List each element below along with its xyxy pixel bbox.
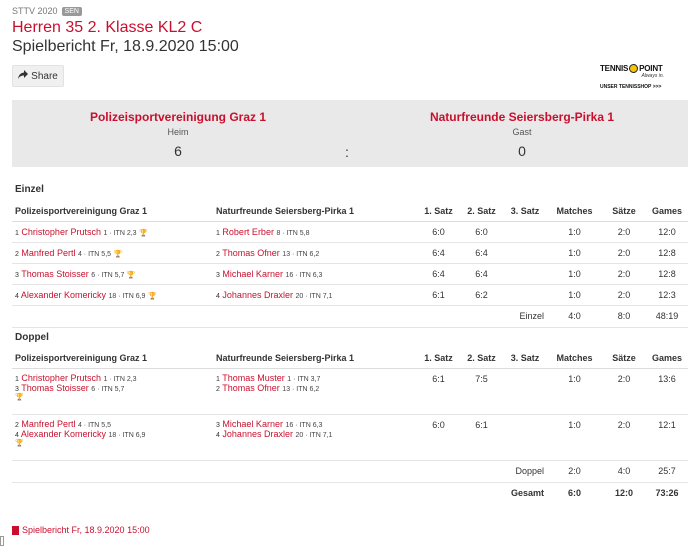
logo-shop-link[interactable]: UNSER TENNISSHOP >>> xyxy=(600,84,662,90)
player-entry xyxy=(15,227,210,237)
player-ranking: 4 · ITN 5,5 xyxy=(77,421,112,429)
player-ranking: 4 · ITN 5,5 xyxy=(77,250,112,258)
cell-s2: 7:5 xyxy=(460,368,503,414)
doppel-section-title: Doppel xyxy=(15,332,49,343)
player-position: 2 xyxy=(216,385,220,393)
einzel-summary-row xyxy=(12,305,688,327)
summary-label: Gesamt xyxy=(510,488,544,499)
summary-label: Einzel xyxy=(503,305,547,327)
einzel-header-row xyxy=(12,202,688,221)
score-separator: : xyxy=(345,144,349,160)
player-entry xyxy=(15,269,210,279)
away-player-cell xyxy=(213,221,417,242)
away-player-cell xyxy=(213,284,417,305)
einzel-match-row xyxy=(12,221,688,242)
cell-matches: 1:0 xyxy=(547,368,602,414)
summary-games: 73:26 xyxy=(655,488,679,499)
cell-s2: 6:0 xyxy=(460,221,503,242)
logo-name-left: TENNIS xyxy=(600,64,629,73)
cell-games: 12:3 xyxy=(646,284,688,305)
home-player-cell xyxy=(12,242,213,263)
player-position: 3 xyxy=(216,421,220,429)
doppel-summary-row xyxy=(12,460,688,482)
player-position: 4 xyxy=(216,431,220,439)
player-position: 4 xyxy=(15,431,19,439)
cell-s1: 6:0 xyxy=(417,221,460,242)
col-set1: 1. Satz xyxy=(417,202,460,221)
logo-name-right: POINT xyxy=(639,64,663,73)
cell-s2: 6:4 xyxy=(460,263,503,284)
summary-spacer xyxy=(12,482,503,504)
cell-s3 xyxy=(503,242,547,263)
player-ranking: 13 · ITN 6,2 xyxy=(282,250,320,258)
cell-s1: 6:0 xyxy=(417,414,460,460)
player-position: 2 xyxy=(216,250,220,258)
player-ranking: 1 · ITN 2,3 xyxy=(103,375,137,383)
player-entry xyxy=(15,373,210,383)
col-home-team: Polizeisportvereinigung Graz 1 xyxy=(12,349,213,368)
trophy-icon: 🏆 xyxy=(126,271,136,279)
cell-matches: 1:0 xyxy=(547,284,602,305)
player-name-link[interactable]: Johannes Draxler xyxy=(222,289,293,300)
doppel-header-row xyxy=(12,349,688,368)
einzel-table xyxy=(12,202,688,328)
cell-s3 xyxy=(503,368,547,414)
away-pair-cell xyxy=(213,414,417,460)
page-corner-marker xyxy=(0,536,4,546)
col-set2: 2. Satz xyxy=(460,349,503,368)
summary-matches: 4:0 xyxy=(547,305,602,327)
summary-spacer xyxy=(12,460,503,482)
cell-saetze: 2:0 xyxy=(602,368,646,414)
player-entry xyxy=(216,373,414,383)
footer-report-label: Spielbericht Fr, 18.9.2020 15:00 xyxy=(22,525,150,535)
player-entry xyxy=(216,429,414,439)
player-entry xyxy=(216,269,414,279)
summary-saetze: 4:0 xyxy=(602,460,646,482)
col-away-team: Naturfreunde Seiersberg-Pirka 1 xyxy=(213,349,417,368)
page-title: Herren 35 2. Klasse KL2 C xyxy=(12,19,203,36)
home-player-cell xyxy=(12,284,213,305)
col-games: Games xyxy=(646,349,688,368)
player-position: 4 xyxy=(15,292,19,300)
cell-s1: 6:4 xyxy=(417,263,460,284)
col-set1: 1. Satz xyxy=(417,349,460,368)
player-ranking: 20 · ITN 7,1 xyxy=(295,292,333,300)
summary-spacer xyxy=(12,305,503,327)
player-position: 4 xyxy=(216,292,220,300)
home-team-role: Heim xyxy=(167,127,189,137)
summary-label: Doppel xyxy=(503,460,547,482)
player-entry xyxy=(15,419,210,429)
player-name-link[interactable]: Thomas Muster xyxy=(222,372,285,383)
col-set3: 3. Satz xyxy=(503,202,547,221)
player-name-link[interactable]: Thomas Ofner xyxy=(222,247,280,258)
cell-s1: 6:1 xyxy=(417,368,460,414)
tennis-point-logo[interactable] xyxy=(600,64,672,100)
home-player-cell xyxy=(12,221,213,242)
cell-s3 xyxy=(503,284,547,305)
col-matches: Matches xyxy=(547,202,602,221)
cell-saetze: 2:0 xyxy=(602,242,646,263)
player-name-link[interactable]: Manfred Pertl xyxy=(21,247,76,258)
away-team-name[interactable]: Naturfreunde Seiersberg-Pirka 1 xyxy=(429,110,615,124)
home-player-cell xyxy=(12,263,213,284)
cell-matches: 1:0 xyxy=(547,263,602,284)
share-button[interactable] xyxy=(12,65,64,87)
player-ranking: 18 · ITN 6,9 xyxy=(108,431,146,439)
einzel-match-row xyxy=(12,242,688,263)
player-name-link[interactable]: Christopher Prutsch xyxy=(21,226,101,237)
trophy-icon: 🏆 xyxy=(113,250,123,258)
cell-s3 xyxy=(503,414,547,460)
player-name-link[interactable]: Michael Karner xyxy=(222,418,283,429)
cell-saetze: 2:0 xyxy=(602,221,646,242)
league-line xyxy=(12,6,239,16)
cell-saetze: 2:0 xyxy=(602,414,646,460)
cell-matches: 1:0 xyxy=(547,414,602,460)
player-entry xyxy=(216,419,414,429)
cell-saetze: 2:0 xyxy=(602,284,646,305)
away-pair-cell xyxy=(213,368,417,414)
doppel-table xyxy=(12,349,688,504)
player-entry xyxy=(216,290,414,300)
cell-games: 12:0 xyxy=(646,221,688,242)
col-saetze: Sätze xyxy=(602,349,646,368)
col-matches: Matches xyxy=(547,349,602,368)
player-position: 2 xyxy=(15,421,19,429)
player-ranking: 1 · ITN 2,3 xyxy=(103,229,137,237)
page-header xyxy=(12,6,239,57)
doppel-match-row xyxy=(12,368,688,414)
page-subtitle: Spielbericht Fr, 18.9.2020 15:00 xyxy=(12,38,239,55)
player-name-link[interactable]: Christopher Prutsch xyxy=(21,372,101,383)
col-saetze: Sätze xyxy=(602,202,646,221)
player-name-link[interactable]: Alexander Komericky xyxy=(20,289,106,300)
summary-saetze: 12:0 xyxy=(614,488,633,499)
home-team-score: 6 xyxy=(174,143,182,159)
player-ranking: 16 · ITN 6,3 xyxy=(285,421,323,429)
away-player-cell xyxy=(213,263,417,284)
share-icon xyxy=(18,70,28,82)
player-entry xyxy=(216,383,414,393)
summary-games: 48:19 xyxy=(646,305,688,327)
home-pair-cell xyxy=(12,414,213,460)
scoreboard xyxy=(12,100,688,167)
player-name-link[interactable]: Thomas Ofner xyxy=(222,382,280,393)
player-ranking: 16 · ITN 6,3 xyxy=(285,271,323,279)
logo-wordmark xyxy=(600,64,672,73)
trophy-icon: 🏆 xyxy=(15,393,24,401)
player-entry xyxy=(216,248,414,258)
category-badge: SEN xyxy=(62,7,82,16)
away-team-role: Gast xyxy=(512,127,532,137)
doppel-match-row xyxy=(12,414,688,460)
player-entry xyxy=(15,290,210,300)
col-set3: 3. Satz xyxy=(503,349,547,368)
player-position: 1 xyxy=(216,375,220,383)
cell-matches: 1:0 xyxy=(547,221,602,242)
player-name-link[interactable]: Alexander Komericky xyxy=(20,428,106,439)
league-name: STTV 2020 xyxy=(12,6,58,16)
summary-games: 25:7 xyxy=(646,460,688,482)
away-player-cell xyxy=(213,242,417,263)
player-entry xyxy=(15,248,210,258)
summary-matches: 6:0 xyxy=(567,488,581,499)
cell-s2: 6:4 xyxy=(460,242,503,263)
player-position: 1 xyxy=(216,229,220,237)
player-name-link[interactable]: Robert Erber xyxy=(222,226,274,237)
cell-s2: 6:2 xyxy=(460,284,503,305)
cell-saetze: 2:0 xyxy=(602,263,646,284)
cell-s2: 6:1 xyxy=(460,414,503,460)
cell-s3 xyxy=(503,221,547,242)
player-entry xyxy=(216,227,414,237)
gesamt-total-row xyxy=(12,482,688,504)
col-games: Games xyxy=(646,202,688,221)
col-home-team: Polizeisportvereinigung Graz 1 xyxy=(12,202,213,221)
einzel-match-row xyxy=(12,284,688,305)
player-entry xyxy=(15,383,210,393)
player-name-link[interactable]: Michael Karner xyxy=(222,268,283,279)
cell-s1: 6:4 xyxy=(417,242,460,263)
player-position: 1 xyxy=(15,229,19,237)
player-position: 1 xyxy=(15,375,19,383)
share-label: Share xyxy=(31,70,58,82)
col-set2: 2. Satz xyxy=(460,202,503,221)
einzel-match-row xyxy=(12,263,688,284)
player-ranking: 6 · ITN 5,7 xyxy=(91,271,125,279)
trophy-icon: 🏆 xyxy=(15,439,24,447)
player-ranking: 1 · ITN 3,7 xyxy=(287,375,321,383)
pdf-icon xyxy=(12,526,19,535)
summary-matches: 2:0 xyxy=(547,460,602,482)
player-ranking: 18 · ITN 6,9 xyxy=(108,292,146,300)
player-position: 3 xyxy=(15,271,19,279)
player-position: 3 xyxy=(15,385,19,393)
player-name-link[interactable]: Manfred Pertl xyxy=(21,418,76,429)
player-ranking: 6 · ITN 5,7 xyxy=(91,385,125,393)
player-position: 3 xyxy=(216,271,220,279)
away-team-score: 0 xyxy=(518,143,526,159)
logo-tagline: Always in. xyxy=(641,73,664,79)
trophy-icon: 🏆 xyxy=(139,229,148,237)
trophy-icon: 🏆 xyxy=(147,292,157,300)
player-name-link[interactable]: Johannes Draxler xyxy=(222,428,293,439)
summary-saetze: 8:0 xyxy=(602,305,646,327)
player-name-link[interactable]: Thomas Stoisser xyxy=(21,382,89,393)
player-ranking: 13 · ITN 6,2 xyxy=(282,385,320,393)
einzel-section-title: Einzel xyxy=(15,184,44,195)
footer-report-link[interactable] xyxy=(12,525,150,535)
player-entry xyxy=(15,429,210,439)
player-ranking: 8 · ITN 5,8 xyxy=(276,229,310,237)
cell-games: 12:1 xyxy=(646,414,688,460)
cell-games: 12:8 xyxy=(646,242,688,263)
home-team-name[interactable]: Polizeisportvereinigung Graz 1 xyxy=(89,110,267,124)
cell-games: 12:8 xyxy=(646,263,688,284)
player-ranking: 20 · ITN 7,1 xyxy=(295,431,333,439)
cell-s1: 6:1 xyxy=(417,284,460,305)
player-position: 2 xyxy=(15,250,19,258)
cell-games: 13:6 xyxy=(646,368,688,414)
player-name-link[interactable]: Thomas Stoisser xyxy=(21,268,89,279)
cell-matches: 1:0 xyxy=(547,242,602,263)
home-pair-cell xyxy=(12,368,213,414)
cell-s3 xyxy=(503,263,547,284)
tennis-ball-icon xyxy=(629,64,638,73)
col-away-team: Naturfreunde Seiersberg-Pirka 1 xyxy=(213,202,417,221)
